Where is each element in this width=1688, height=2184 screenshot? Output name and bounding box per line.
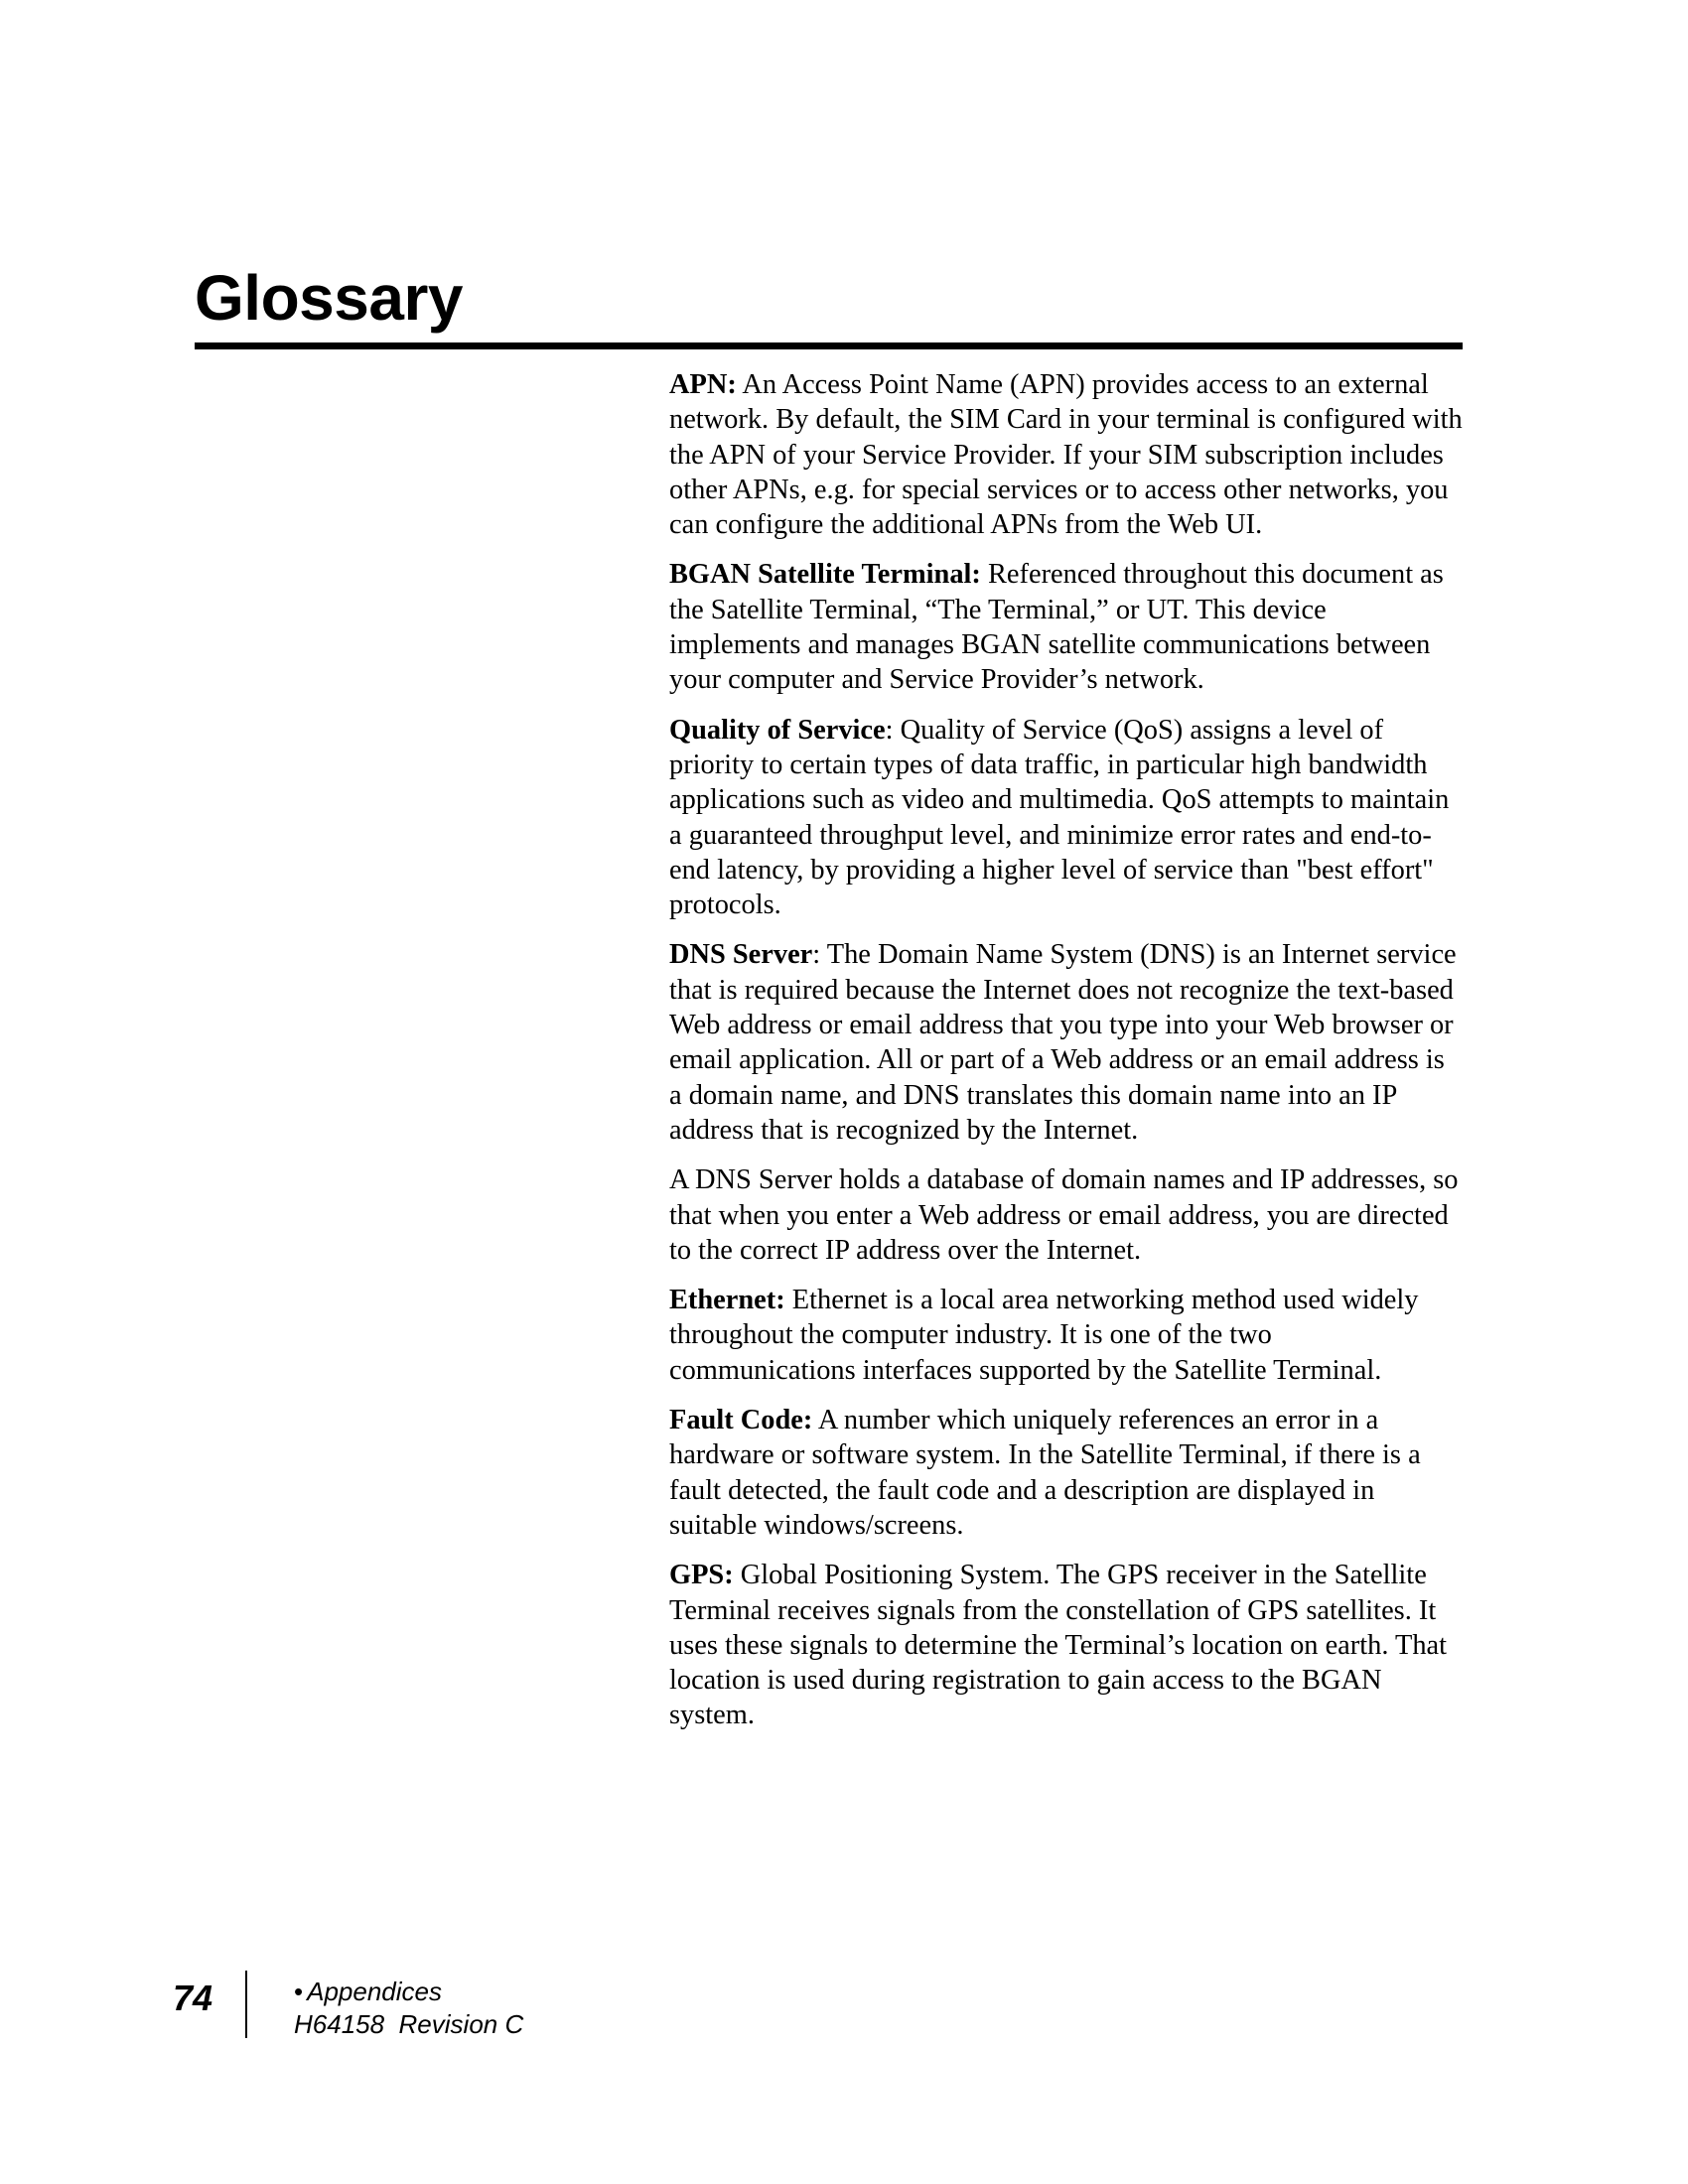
bullet-icon: •	[294, 1977, 304, 2006]
glossary-term: Fault Code:	[669, 1405, 813, 1436]
glossary-list	[669, 367, 1464, 1748]
glossary-definition: Global Positioning System. The GPS receiver in the Satellite Terminal receives signals from the constellation of GPS satellites. It uses these signals to determine the Terminal’s location on earth. That location is used during registration to gain access to the BGAN system.	[669, 1560, 1448, 1731]
page-title: Glossary	[195, 262, 463, 334]
glossary-entry-fault-code	[669, 1403, 1464, 1543]
glossary-definition: : The Domain Name System (DNS) is an Internet service that is required because the Internet does not recognize the text-based Web address or email address that you type into your Web browser or email application. All or part of a Web address or an email address is a domain name, and DNS translates this domain name into an IP address that is recognized by the Internet.	[669, 939, 1457, 1146]
glossary-definition: Referenced throughout this document as the Satellite Terminal, “The Terminal,” or UT. This device implements and manages BGAN satellite communications between your computer and Service Provider’s network.	[669, 559, 1444, 696]
glossary-definition: Ethernet is a local area networking method used widely throughout the computer industry. It is one of the two communications interfaces supported by the Satellite Terminal.	[669, 1285, 1419, 1386]
glossary-definition: An Access Point Name (APN) provides access to an external network. By default, the SIM Card in your terminal is configured with the APN of your Service Provider. If your SIM subscription includes other APNs, e.g. for special services or to access other networks, you can configure the additional APNs from the Web UI.	[669, 369, 1463, 541]
footer-divider	[245, 1971, 247, 2038]
page-number: 74	[173, 1978, 213, 2018]
footer-doc-id: H64158 Revision C	[294, 2009, 524, 2039]
glossary-entry-dns-server-continued	[669, 1162, 1464, 1268]
glossary-entry-dns-server	[669, 937, 1464, 1148]
glossary-term: GPS:	[669, 1560, 734, 1591]
glossary-term: BGAN Satellite Terminal:	[669, 559, 981, 591]
glossary-term: Quality of Service	[669, 714, 886, 746]
glossary-term: DNS Server	[669, 939, 813, 971]
glossary-entry-ethernet	[669, 1283, 1464, 1388]
footer-section: Appendices	[307, 1977, 442, 2006]
footer-section-line	[294, 1976, 523, 2008]
glossary-definition: : Quality of Service (QoS) assigns a level of priority to certain types of data traffic, in particular high bandwidth applications such as video and multimedia. QoS attempts to maintain a guaranteed throughput level, and minimize error rates and end-to-end latency, by providing a higher level of service than "best effort" protocols.	[669, 714, 1450, 921]
glossary-entry-apn	[669, 367, 1464, 542]
glossary-term: Ethernet:	[669, 1285, 785, 1316]
title-rule	[195, 342, 1463, 349]
glossary-definition: A DNS Server holds a database of domain names and IP addresses, so that when you enter a Web address or email address, you are directed to the correct IP address over the Internet.	[669, 1164, 1459, 1266]
glossary-entry-bgan-satellite-terminal	[669, 557, 1464, 697]
glossary-term: APN:	[669, 369, 737, 400]
glossary-entry-quality-of-service	[669, 713, 1464, 923]
footer-info	[294, 1976, 523, 2041]
glossary-definition: A number which uniquely references an error in a hardware or software system. In the Satellite Terminal, if there is a fault detected, the fault code and a description are displayed in suitable windows/screens.	[669, 1405, 1421, 1541]
glossary-entry-gps	[669, 1558, 1464, 1732]
